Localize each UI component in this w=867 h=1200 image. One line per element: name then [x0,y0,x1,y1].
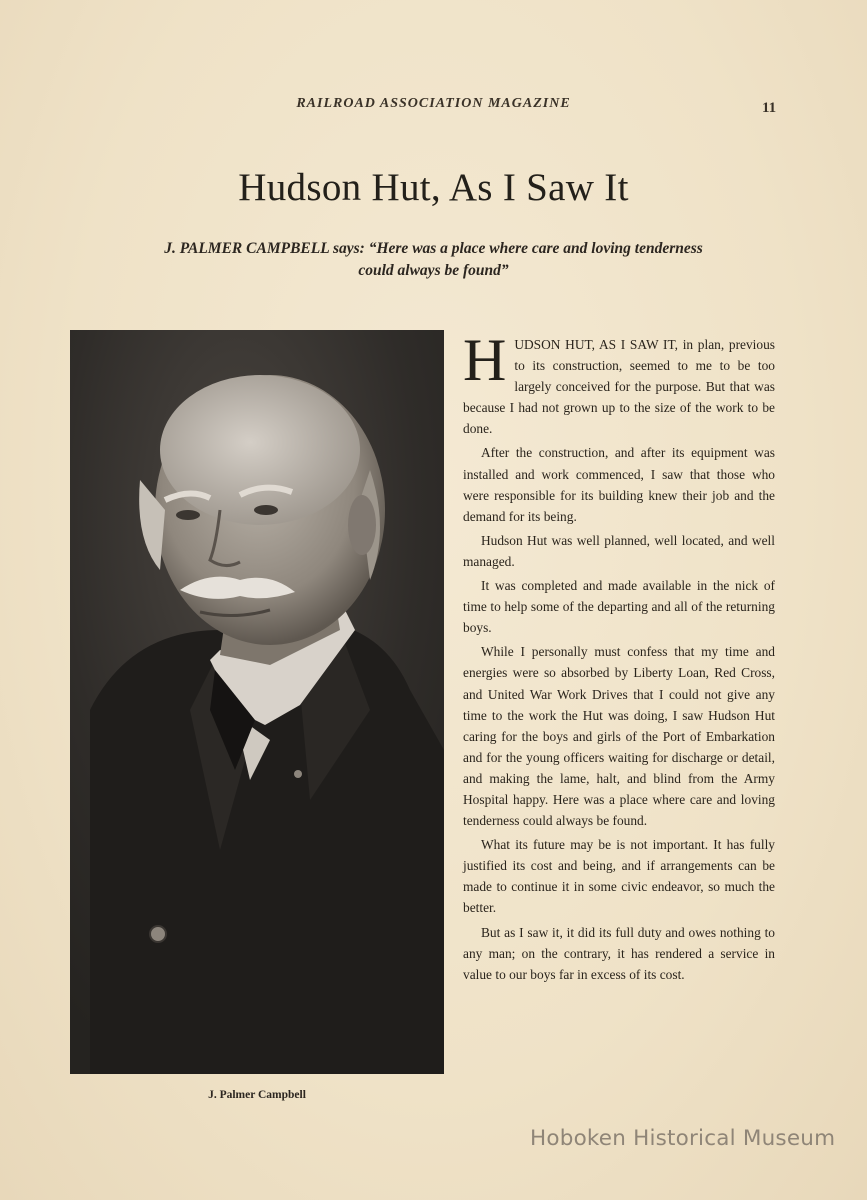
article-paragraph: It was completed and made available in the nick of time to help some of the departing and all of the returning boys. [463,578,775,636]
article-title: Hudson Hut, As I Saw It [238,166,629,209]
museum-watermark: Hoboken Historical Museum [530,1126,836,1151]
article-paragraph-1 [463,327,775,439]
article-paragraph: After the construction, and after its equipment was installed and work commenced, I saw that those who were responsible for its building knew their job and the demand for its being. [463,445,775,524]
article-paragraph: While I personally must confess that my time and energies were so absorbed by Liberty Loan, Red Cross, and United War Work Drives that I could not give any time to the work the Hut was doing, I saw Hudson Hut caring for the boys and girls of the Port of Embarkation and for the young officers waiting for discharge or detail, and making the lame, halt, and blind from the Army Hospital happy. Here was a place where care and loving tenderness could always be found. [463,644,775,829]
article-body [463,327,775,988]
portrait-illustration [70,330,444,1074]
article-paragraph: Hudson Hut was well planned, well located, and well managed. [463,532,775,569]
photo-caption: J. Palmer Campbell [208,1089,306,1101]
article-paragraph: What its future may be is not important. It has fully justified its cost and being, and if arrangements can be made to continue it in some civic endeavor, so much the better. [463,837,775,916]
first-paragraph-text: UDSON HUT, AS I SAW IT, in plan, previous to its construction, seemed to me to be too largely conceived for the purpose. But that was because I had not grown up to the size of the work to be done. [463,337,775,437]
article-subtitle: J. PALMER CAMPBELL says: “Here was a place where care and loving tenderness could always be found” [164,240,703,279]
drop-cap: H [463,327,507,393]
portrait-photo [70,330,444,1074]
article-paragraph: But as I saw it, it did its full duty and owes nothing to any man; on the contrary, it has rendered a service in value to our boys far in excess of its cost. [463,924,775,982]
running-head: RAILROAD ASSOCIATION MAGAZINE [296,96,571,111]
page-number: 11 [762,100,777,116]
